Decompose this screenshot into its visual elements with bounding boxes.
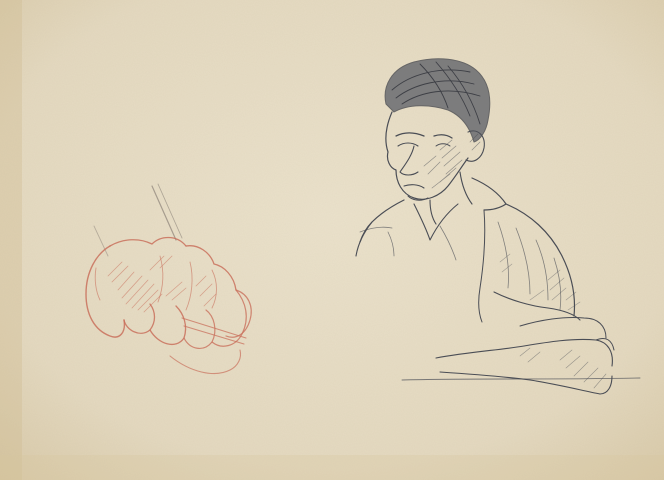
paper-bottom-stain (0, 455, 664, 480)
paper-edge-stain (0, 0, 22, 480)
